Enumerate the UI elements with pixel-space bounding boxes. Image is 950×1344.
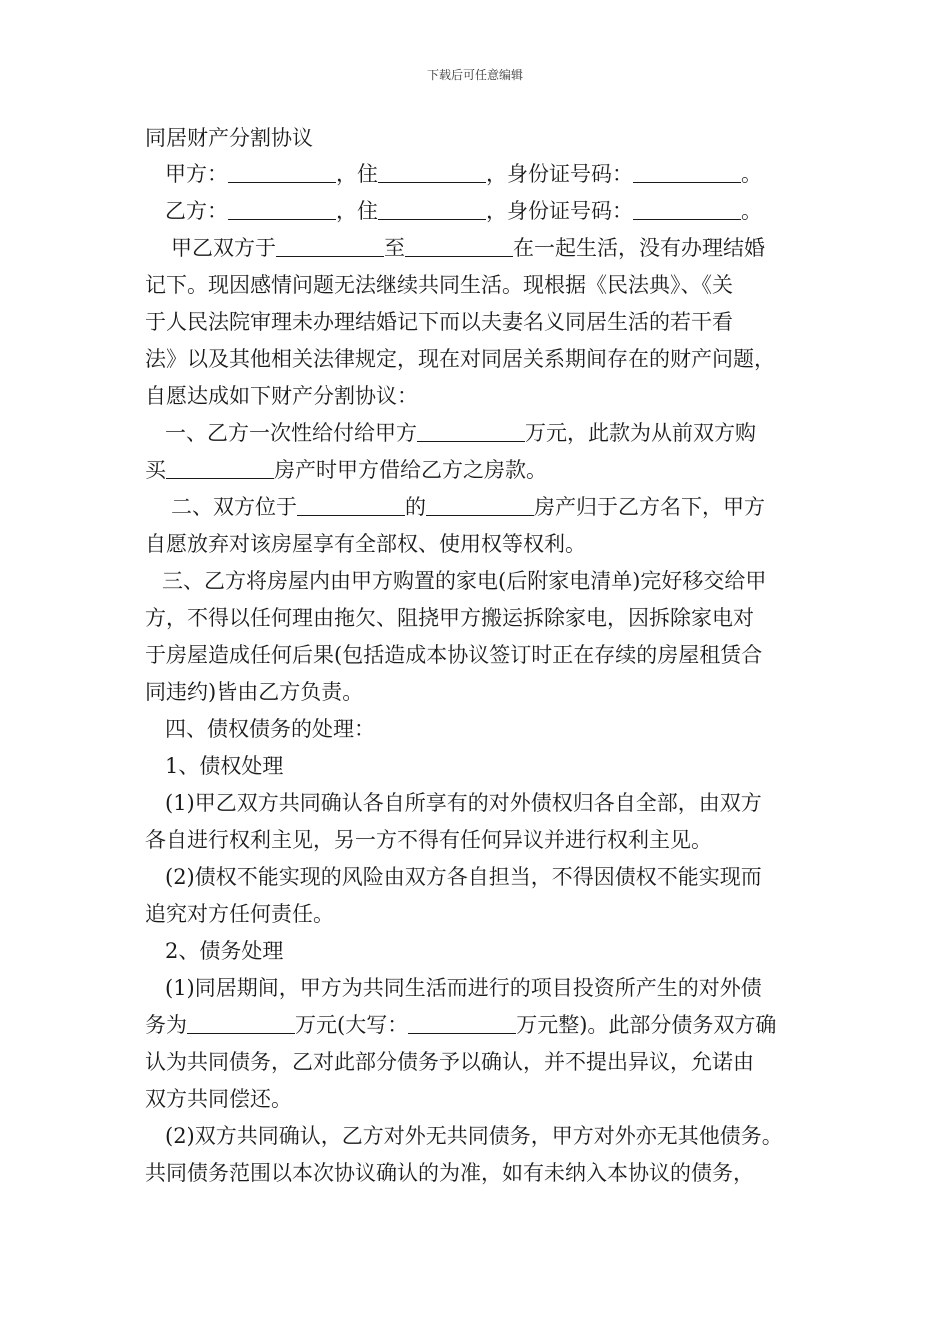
creditor-item-2-line-1: (2)债权不能实现的风险由双方各自担当，不得因债权不能实现而 — [165, 865, 762, 889]
property-location-blank[interactable] — [297, 491, 405, 516]
party-a-line — [145, 156, 835, 193]
intro-line-5: 自愿达成如下财产分割协议： — [145, 384, 418, 408]
page-header-note: 下载后可任意编辑 — [426, 68, 523, 82]
party-b-name-blank[interactable] — [228, 195, 336, 220]
debt-text-b: 万元(大写： — [295, 1013, 409, 1037]
cohabit-end-blank[interactable] — [405, 232, 513, 257]
debt-item-1-line-1: (1)同居期间，甲方为共同生活而进行的项目投资所产生的对外债 — [165, 976, 762, 1000]
party-b-end: 。 — [741, 199, 762, 223]
payment-amount-blank[interactable] — [417, 417, 525, 442]
clause-3-line-3: 于房屋造成任何后果(包括造成本协议签订时正在存续的房屋租赁合 — [145, 643, 763, 667]
property-description-blank[interactable] — [426, 491, 534, 516]
debt-item-1-line-3: 认为共同债务，乙对此部分债务予以确认，并不提出异议，允诺由 — [145, 1050, 754, 1074]
party-a-id-label: ，身份证号码： — [486, 162, 633, 186]
party-b-line — [145, 193, 835, 230]
debt-amount-words-blank[interactable] — [408, 1009, 516, 1034]
intro-line-4: 法》以及其他相关法律规定，现在对同居关系期间存在的财产问题， — [145, 347, 775, 371]
party-b-address-label: ，住 — [336, 199, 378, 223]
intro-line-3: 于人民法院审理未办理结婚记下而以夫妻名义同居生活的若干看 — [145, 310, 733, 334]
party-a-id-blank[interactable] — [633, 158, 741, 183]
party-a-address-label: ，住 — [336, 162, 378, 186]
intro-text-a: 甲乙双方于 — [171, 236, 276, 260]
clause-3-line-1: 三、乙方将房屋内由甲方购置的家电(后附家电清单)完好移交给甲 — [162, 569, 767, 593]
debt-item-1-line-2 — [145, 1007, 835, 1044]
document-title: 同居财产分割协议 — [145, 126, 313, 150]
clause-1-line-2 — [145, 452, 835, 489]
clause-1-line-1 — [145, 415, 835, 452]
debt-text-c: 万元整)。此部分债务双方确 — [516, 1013, 777, 1037]
debt-subheading: 2、债务处理 — [165, 939, 284, 963]
party-a-name-blank[interactable] — [228, 158, 336, 183]
party-b-label: 乙方： — [165, 199, 228, 223]
intro-text-b: 至 — [384, 236, 405, 260]
clause-3-line-4: 同违约)皆由乙方负责。 — [145, 680, 364, 704]
party-a-end: 。 — [741, 162, 762, 186]
clause-1-text-d: 房产时甲方借给乙方之房款。 — [274, 458, 547, 482]
creditor-item-1-line-2: 各自进行权利主见，另一方不得有任何异议并进行权利主见。 — [145, 828, 712, 852]
party-b-address-blank[interactable] — [378, 195, 486, 220]
creditor-rights-subheading: 1、债权处理 — [165, 754, 284, 778]
clause-1-text-b: 万元，此款为从前双方购 — [525, 421, 756, 445]
clause-2-text-b: 的 — [405, 495, 426, 519]
party-b-id-blank[interactable] — [633, 195, 741, 220]
debt-item-1-line-4: 双方共同偿还。 — [145, 1087, 292, 1111]
purchased-property-blank[interactable] — [166, 454, 274, 479]
party-b-id-label: ，身份证号码： — [486, 199, 633, 223]
clause-2-line-2: 自愿放弃对该房屋享有全部权、使用权等权利。 — [145, 532, 586, 556]
clause-4-heading: 四、债权债务的处理： — [165, 717, 375, 741]
clause-2-text-c: 房产归于乙方名下，甲方 — [534, 495, 765, 519]
intro-line-2: 记下。现因感情问题无法继续共同生活。现根据《民法典》、《关 — [145, 273, 733, 297]
party-a-label: 甲方： — [165, 162, 228, 186]
clause-2-text-a: 二、双方位于 — [171, 495, 297, 519]
creditor-item-2-line-2: 追究对方任何责任。 — [145, 902, 334, 926]
clause-1-text-a: 一、乙方一次性给付给甲方 — [165, 421, 417, 445]
debt-item-2-line-1: (2)双方共同确认，乙方对外无共同债务，甲方对外亦无其他债务。 — [165, 1124, 783, 1148]
debt-text-a: 务为 — [145, 1013, 187, 1037]
intro-line-1 — [145, 230, 835, 267]
clause-2-line-1 — [145, 489, 835, 526]
debt-item-2-line-2: 共同债务范围以本次协议确认的为准，如有未纳入本协议的债务， — [145, 1161, 754, 1185]
agreement-document — [145, 120, 835, 1192]
clause-1-text-c: 买 — [145, 458, 166, 482]
party-a-address-blank[interactable] — [378, 158, 486, 183]
intro-text-c: 在一起生活，没有办理结婚 — [513, 236, 765, 260]
debt-amount-blank[interactable] — [187, 1009, 295, 1034]
creditor-item-1-line-1: (1)甲乙双方共同确认各自所享有的对外债权归各自全部，由双方 — [165, 791, 762, 815]
cohabit-start-blank[interactable] — [276, 232, 384, 257]
clause-3-line-2: 方，不得以任何理由拖欠、阻挠甲方搬运拆除家电，因拆除家电对 — [145, 606, 754, 630]
